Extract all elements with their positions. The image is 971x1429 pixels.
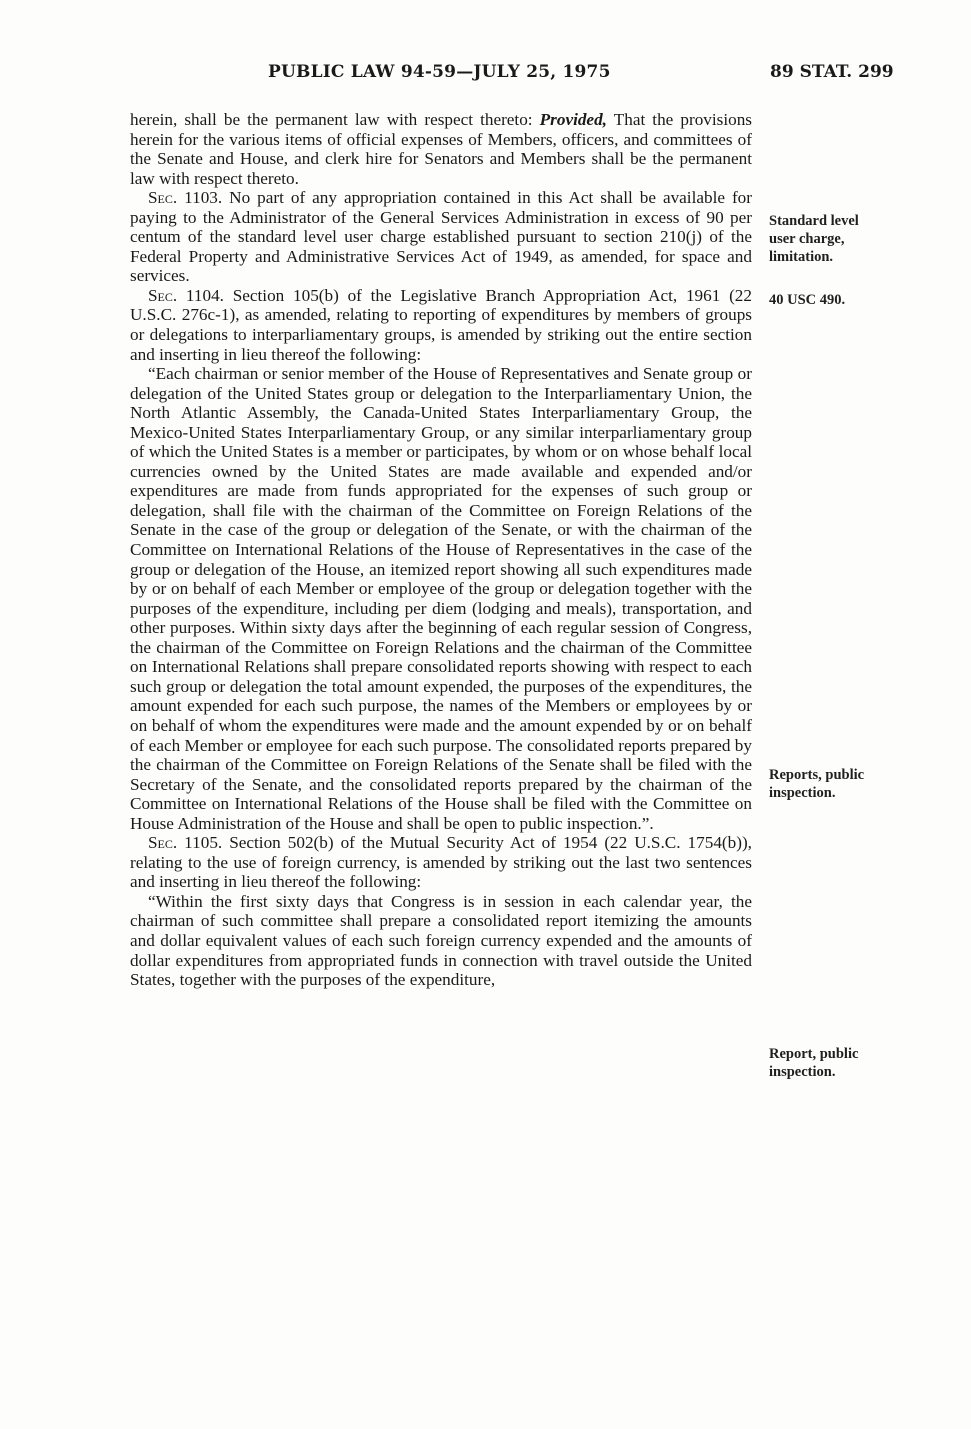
quoted-provision-2: “Within the first sixty days that Congress is in session in each calendar year, the chairman of such committee shall prepare a consolidated report itemizing the amounts and dollar equivalent values of each such foreign currency expended and the amounts of dollar expenditures from appropriated funds in connection with travel outside the United States, together with the purposes of the expenditure, xyxy=(130,891,752,990)
margin-note-line: 40 USC 490. xyxy=(769,292,846,308)
main-text xyxy=(130,110,752,990)
paragraph-text: herein, shall be the permanent law with respect thereto: xyxy=(130,110,540,129)
running-head: PUBLIC LAW 94-59—JULY 25, 1975 xyxy=(268,62,611,82)
margin-note-line: limitation. xyxy=(769,249,834,265)
section-label: Sec. 1104. xyxy=(148,285,224,305)
quoted-provision-1: “Each chairman or senior member of the House of Representatives and Senate group or delegation of the United States group or delegation to the Interparliamentary Union, the North Atlantic Assembly, the Canada-United States Interparliamentary Group, the Mexico-United States Interparliamentary Group, or any similar interparliamentary group of which the United States is a member or participates, by whom or on whose behalf local currencies owned by the United States are made available and expended and/or expenditures are made from funds appropriated for the expenses of such group or delegation, shall file with the chairman of the Committee on Foreign Relations of the Senate in the case of the group or delegation of the Senate, or with the chairman of the Committee on International Relations of the House of Representatives in the case of the group or delegation of the House, an itemized report showing all such expenditures made by or on behalf of each Member or employee of the group or delegation together with the purposes of the expenditure, including per diem (lodging and meals), transportation, and other purposes. Within sixty days after the beginning of each regular session of Congress, the chairman of the Committee on Foreign Relations and the chairman of the Committee on International Relations shall prepare consolidated reports showing with respect to each such group or delegation the total amount expended, the purposes of the expenditures, the amount expended for each such purpose, the names of the Members or employees by or on behalf of whom the expenditures were made and the amount expended by or on behalf of each Member or employee for each such purpose. The consolidated reports prepared by the chairman of the Committee on Foreign Relations of the Senate shall be filed with the Secretary of the Senate, and the consolidated reports prepared by the chairman of the Committee on International Relations of the House shall be filed with the Committee on House Administration of the House and shall be open to public inspection.”. xyxy=(130,364,752,833)
section-1105 xyxy=(130,833,752,892)
section-1104 xyxy=(130,286,752,364)
stat-page-number: 89 STAT. 299 xyxy=(770,62,894,82)
section-1103 xyxy=(130,188,752,286)
margin-note-line: inspection. xyxy=(769,1064,836,1080)
paragraph-text: That the provisions herein for the various items of official expenses of Members, officers, and committees of the Senate and House, and clerk hire for Senators and Members shall be the permanent law with respect thereto. xyxy=(130,110,752,188)
section-label: Sec. 1103. xyxy=(148,188,223,208)
section-text: No part of any appropriation contained in this Act shall be available for paying to the Administrator of the General Services Administration in excess of 90 per centum of the standard level user charge established pursuant to section 210(j) of the Federal Property and Administrative Services Act of 1949, as amended, for space and services. xyxy=(130,188,752,286)
margin-note-reports-public-inspection xyxy=(769,766,949,802)
paragraph-continuation xyxy=(130,110,752,188)
margin-note-line: Standard level xyxy=(769,213,859,229)
margin-note-report-public-inspection xyxy=(769,1045,949,1081)
section-text: Section 502(b) of the Mutual Security Act of 1954 (22 U.S.C. 1754(b)), relating to the use of foreign currency, is amended by striking out the last two sentences and inserting in lieu thereof the following: xyxy=(130,833,752,892)
margin-note-line: inspection. xyxy=(769,785,836,801)
page-header xyxy=(0,62,971,86)
proviso-term: Provided, xyxy=(539,110,607,129)
margin-note-citation xyxy=(769,291,949,309)
margin-note-line: Report, public xyxy=(769,1046,859,1062)
section-label: Sec. 1105. xyxy=(148,833,223,853)
margin-note-line: Reports, public xyxy=(769,767,865,783)
margin-note-line: user charge, xyxy=(769,231,845,247)
section-text: Section 105(b) of the Legislative Branch Appropriation Act, 1961 (22 U.S.C. 276c-1), as amended, relating to reporting of expenditures by members of groups or delegations to interparliamentary groups, is amended by striking out the entire section and inserting in lieu thereof the following: xyxy=(130,285,752,364)
margin-note-standard-level xyxy=(769,212,949,266)
